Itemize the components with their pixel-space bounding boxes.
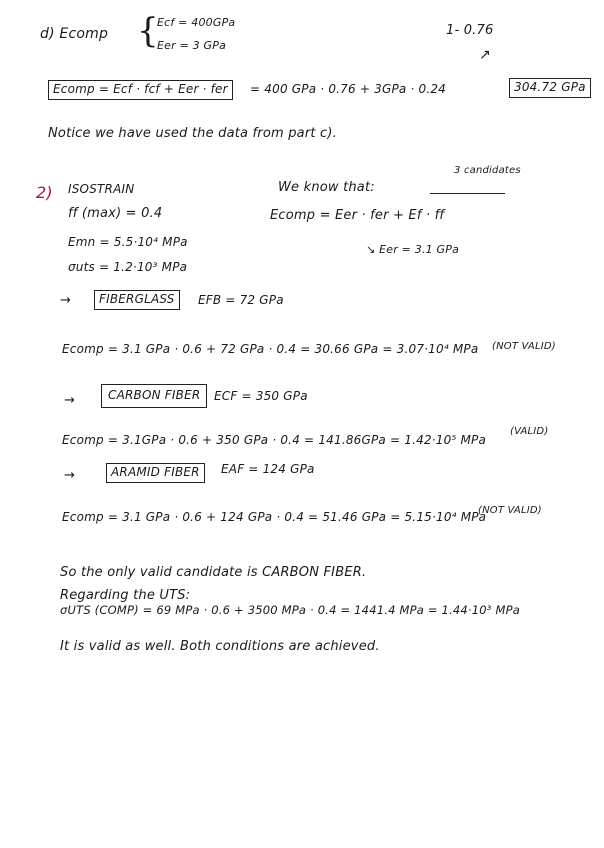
aramid-modulus: EAF = 124 GPa [221, 462, 315, 476]
ecomp-formula-box: Ecomp = Ecf · fcf + Eer · fer [48, 80, 233, 100]
carbon-verdict: (VALID) [510, 426, 549, 437]
part-2-number: 2) [36, 183, 53, 202]
three-candidates: 3 candidates [454, 165, 521, 176]
fiberglass-modulus: EFB = 72 GPa [198, 293, 284, 307]
note-line: Notice we have used the data from part c). [48, 126, 337, 141]
isostrain-heading: ISOSTRAIN [68, 182, 135, 196]
fiberglass-verdict: (NOT VALID) [492, 341, 556, 352]
uts-calc: σUTS (COMP) = 69 MPa · 0.6 + 3500 MPa · 0.4 = 1441.4 MPa = 1.44·10³ MPa [60, 603, 520, 617]
aramid-box: ARAMID FIBER [106, 463, 205, 483]
curly-bracket: { [137, 11, 159, 51]
fiberglass-arrow: → [60, 293, 72, 308]
sigma-uts: σuts = 1.2·10³ MPa [68, 260, 188, 274]
e-min: Emn = 5.5·10⁴ MPa [68, 235, 188, 249]
ecf-given: Ecf = 400GPa [157, 16, 236, 29]
carbon-calc: Ecomp = 3.1GPa · 0.6 + 350 GPa · 0.4 = 141.86GPa = 1.42·10⁵ MPa [62, 433, 487, 447]
aramid-arrow: → [64, 468, 76, 483]
aramid-verdict: (NOT VALID) [478, 505, 542, 516]
carbon-box: CARBON FIBER [101, 384, 207, 408]
we-know-that: We know that: [278, 180, 375, 195]
conclusion-line-1: So the only valid candidate is CARBON FIBER. [60, 565, 367, 580]
one-minus-value: 1- 0.76 [446, 23, 494, 38]
carbon-arrow: → [64, 393, 76, 408]
fiberglass-box: FIBERGLASS [94, 290, 180, 310]
ff-max: ff (max) = 0.4 [68, 206, 163, 221]
aramid-calc: Ecomp = 3.1 GPa · 0.6 + 124 GPa · 0.4 = 51.46 GPa = 5.15·10⁴ MPa [62, 510, 487, 524]
ecomp-equation: = 400 GPa · 0.76 + 3GPa · 0.24 [250, 82, 447, 96]
eer-value: ↘ Eer = 3.1 GPa [366, 243, 460, 256]
eer-given: Eer = 3 GPa [157, 39, 227, 52]
ecomp-result-box: 304.72 GPa [509, 78, 591, 98]
conclusion-line-2: Regarding the UTS: [60, 588, 191, 603]
carbon-modulus: ECF = 350 GPa [214, 389, 308, 403]
candidates-underline [430, 193, 505, 194]
conclusion-line-3: It is valid as well. Both conditions are achieved. [60, 639, 380, 654]
ecomp-general-formula: Ecomp = Eer · fer + Ef · ff [270, 208, 445, 223]
up-arrow-icon: ↗ [479, 47, 491, 63]
fiberglass-calc: Ecomp = 3.1 GPa · 0.6 + 72 GPa · 0.4 = 30.66 GPa = 3.07·10⁴ MPa [62, 342, 479, 356]
part-d-label: d) Ecomp [40, 26, 109, 42]
